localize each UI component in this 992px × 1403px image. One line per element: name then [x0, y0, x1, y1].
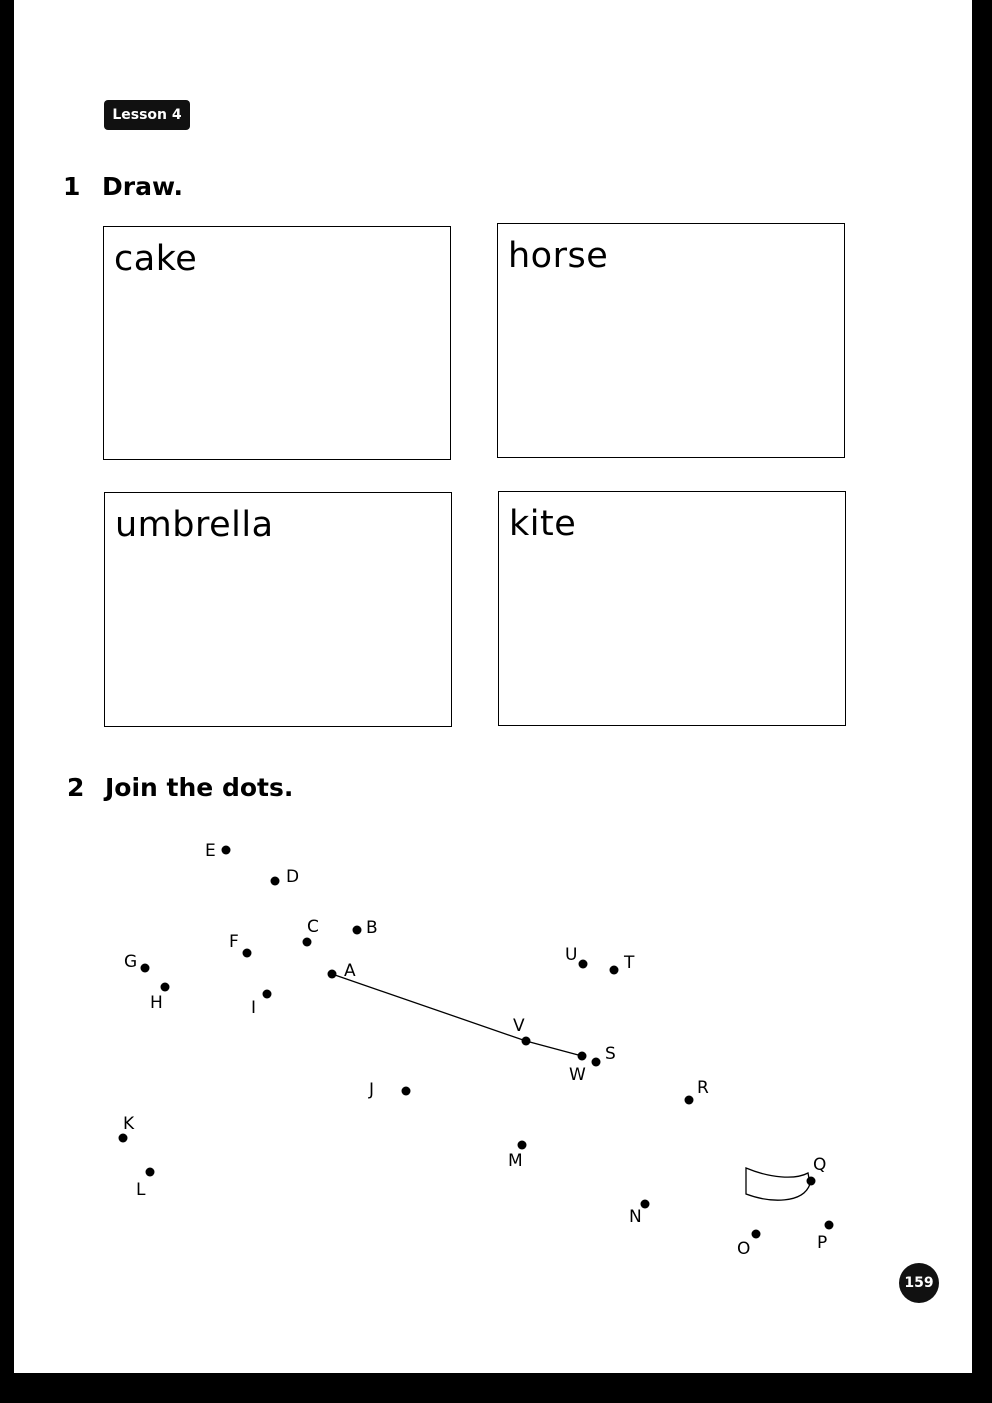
- dot-label-u: U: [565, 945, 578, 965]
- dot-i[interactable]: [263, 990, 272, 999]
- dot-q[interactable]: [807, 1177, 816, 1186]
- dot-t[interactable]: [610, 966, 619, 975]
- dot-label-e: E: [205, 841, 216, 861]
- dot-label-w: W: [569, 1065, 586, 1085]
- dot-l[interactable]: [146, 1168, 155, 1177]
- dot-k[interactable]: [119, 1134, 128, 1143]
- exercise-1-number: 1: [63, 172, 81, 201]
- dot-label-r: R: [697, 1078, 709, 1098]
- dot-label-t: T: [624, 953, 635, 973]
- dot-r[interactable]: [685, 1096, 694, 1105]
- dot-f[interactable]: [243, 949, 252, 958]
- dot-j[interactable]: [402, 1087, 411, 1096]
- dot-v[interactable]: [522, 1037, 531, 1046]
- draw-box-word: cake: [114, 239, 198, 279]
- dot-label-n: N: [629, 1207, 642, 1227]
- dot-a[interactable]: [328, 970, 337, 979]
- dot-label-g: G: [124, 952, 138, 972]
- draw-box-word: horse: [508, 236, 609, 276]
- dot-label-i: I: [251, 998, 257, 1018]
- dot-u[interactable]: [579, 960, 588, 969]
- dot-label-p: P: [817, 1233, 828, 1253]
- dot-label-o: O: [737, 1239, 751, 1259]
- tail-shape: [746, 1168, 810, 1200]
- draw-box-word: umbrella: [115, 505, 274, 545]
- dot-label-q: Q: [813, 1155, 827, 1175]
- dot-d[interactable]: [271, 877, 280, 886]
- example-joined-line: [332, 974, 582, 1056]
- dot-w[interactable]: [578, 1052, 587, 1061]
- dot-h[interactable]: [161, 983, 170, 992]
- dot-label-a: A: [344, 961, 356, 981]
- page-number-badge: 159: [899, 1263, 939, 1303]
- dot-e[interactable]: [222, 846, 231, 855]
- dot-o[interactable]: [752, 1230, 761, 1239]
- dot-label-l: L: [136, 1180, 146, 1200]
- dot-label-b: B: [366, 918, 378, 938]
- dot-label-d: D: [286, 867, 300, 887]
- exercise-1-title: Draw.: [102, 172, 183, 201]
- dot-label-v: V: [513, 1016, 525, 1036]
- draw-box-word: kite: [509, 504, 577, 544]
- dot-c[interactable]: [303, 938, 312, 947]
- dot-label-j: J: [369, 1080, 375, 1100]
- dot-label-s: S: [605, 1044, 616, 1064]
- dot-n[interactable]: [641, 1200, 650, 1209]
- dot-b[interactable]: [353, 926, 362, 935]
- dot-label-c: C: [307, 917, 319, 937]
- exercise-2-title: Join the dots.: [105, 773, 294, 802]
- dot-g[interactable]: [141, 964, 150, 973]
- dot-p[interactable]: [825, 1221, 834, 1230]
- dot-label-k: K: [123, 1114, 135, 1134]
- dot-m[interactable]: [518, 1141, 527, 1150]
- dot-label-h: H: [150, 993, 163, 1013]
- dot-label-m: M: [508, 1151, 523, 1171]
- dot-s[interactable]: [592, 1058, 601, 1067]
- exercise-2-number: 2: [67, 773, 85, 802]
- dot-label-f: F: [229, 932, 239, 952]
- lesson-badge: Lesson 4: [104, 100, 190, 130]
- dot-layer: [119, 841, 834, 1259]
